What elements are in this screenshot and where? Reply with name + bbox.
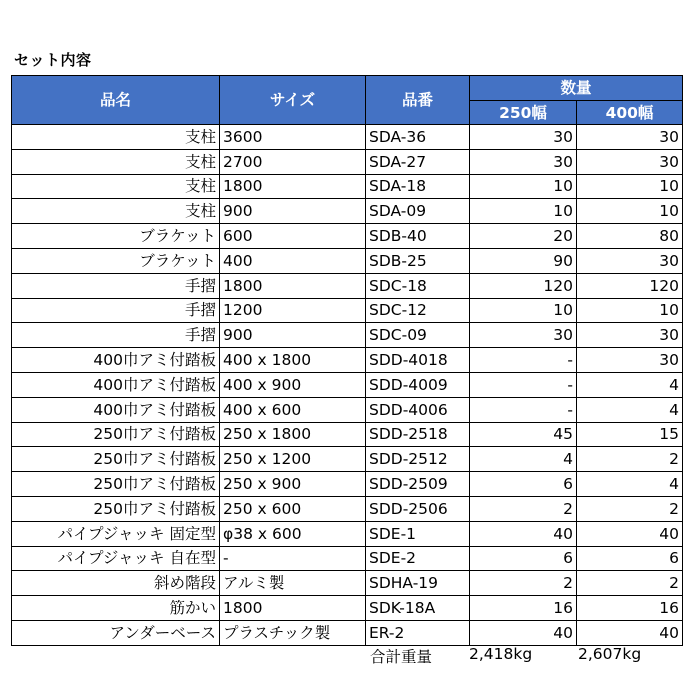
- item-size: 400 x 900: [220, 372, 366, 397]
- item-name: 支柱: [12, 125, 220, 150]
- item-size: 900: [220, 199, 366, 224]
- set-contents-table: [11, 75, 683, 646]
- item-qty-400: 30: [577, 323, 683, 348]
- table-row: [12, 620, 683, 645]
- item-code: SDA-18: [366, 174, 470, 199]
- item-qty-400: 15: [577, 422, 683, 447]
- item-qty-250: 6: [470, 472, 577, 497]
- item-name: 手摺: [12, 323, 220, 348]
- item-name: 支柱: [12, 199, 220, 224]
- item-qty-250: 2: [470, 496, 577, 521]
- item-size: 250 x 1800: [220, 422, 366, 447]
- item-qty-250: 40: [470, 620, 577, 645]
- item-name: 250巾アミ付踏板: [12, 422, 220, 447]
- item-qty-250: 30: [470, 149, 577, 174]
- item-qty-250: 4: [470, 447, 577, 472]
- item-code: SDD-2509: [366, 472, 470, 497]
- item-name: パイプジャッキ 固定型: [12, 521, 220, 546]
- item-size: プラスチック製: [220, 620, 366, 645]
- item-size: 1800: [220, 273, 366, 298]
- table-row: [12, 125, 683, 150]
- item-qty-250: -: [470, 397, 577, 422]
- item-name: 250巾アミ付踏板: [12, 472, 220, 497]
- table-row: [12, 571, 683, 596]
- item-name: 支柱: [12, 149, 220, 174]
- item-size: 900: [220, 323, 366, 348]
- item-size: 2700: [220, 149, 366, 174]
- item-code: SDA-27: [366, 149, 470, 174]
- item-name: ブラケット: [12, 224, 220, 249]
- item-qty-400: 30: [577, 125, 683, 150]
- item-code: SDD-2512: [366, 447, 470, 472]
- item-size: 400 x 1800: [220, 348, 366, 373]
- item-size: 400: [220, 248, 366, 273]
- table-row: [12, 596, 683, 621]
- item-qty-400: 10: [577, 199, 683, 224]
- item-qty-400: 40: [577, 620, 683, 645]
- header-name: 品名: [12, 76, 220, 125]
- item-code: SDD-4018: [366, 348, 470, 373]
- item-name: 250巾アミ付踏板: [12, 496, 220, 521]
- total-label: 合計重量: [370, 648, 433, 666]
- item-code: SDC-12: [366, 298, 470, 323]
- item-name: パイプジャッキ 自在型: [12, 546, 220, 571]
- item-size: 1200: [220, 298, 366, 323]
- table-row: [12, 174, 683, 199]
- table-row: [12, 224, 683, 249]
- item-qty-250: 10: [470, 199, 577, 224]
- item-code: SDD-4006: [366, 397, 470, 422]
- item-qty-250: 10: [470, 174, 577, 199]
- total-400: 2,607kg: [578, 645, 642, 663]
- item-qty-250: 30: [470, 125, 577, 150]
- item-code: SDC-09: [366, 323, 470, 348]
- header-row: [12, 76, 683, 101]
- section-title: セット内容: [14, 51, 92, 69]
- table-body: [12, 125, 683, 646]
- item-qty-400: 120: [577, 273, 683, 298]
- item-qty-400: 2: [577, 447, 683, 472]
- item-size: 400 x 600: [220, 397, 366, 422]
- table-row: [12, 348, 683, 373]
- item-size: 250 x 1200: [220, 447, 366, 472]
- item-code: SDE-1: [366, 521, 470, 546]
- item-size: -: [220, 546, 366, 571]
- item-name: 手摺: [12, 298, 220, 323]
- table-row: [12, 546, 683, 571]
- item-qty-400: 16: [577, 596, 683, 621]
- item-name: アンダーベース: [12, 620, 220, 645]
- item-size: 3600: [220, 125, 366, 150]
- item-qty-250: -: [470, 372, 577, 397]
- item-qty-400: 2: [577, 571, 683, 596]
- item-size: アルミ製: [220, 571, 366, 596]
- item-size: 1800: [220, 174, 366, 199]
- item-code: SDD-2506: [366, 496, 470, 521]
- table-row: [12, 149, 683, 174]
- item-qty-250: 10: [470, 298, 577, 323]
- item-code: SDD-2518: [366, 422, 470, 447]
- item-name: 400巾アミ付踏板: [12, 348, 220, 373]
- header-qty: 数量: [470, 76, 683, 101]
- item-name: 400巾アミ付踏板: [12, 372, 220, 397]
- item-qty-250: 45: [470, 422, 577, 447]
- table-row: [12, 397, 683, 422]
- item-qty-400: 2: [577, 496, 683, 521]
- item-qty-250: 20: [470, 224, 577, 249]
- item-qty-400: 10: [577, 298, 683, 323]
- item-qty-400: 6: [577, 546, 683, 571]
- item-qty-250: 2: [470, 571, 577, 596]
- item-size: φ38 x 600: [220, 521, 366, 546]
- item-qty-400: 4: [577, 397, 683, 422]
- item-name: 400巾アミ付踏板: [12, 397, 220, 422]
- item-code: SDK-18A: [366, 596, 470, 621]
- item-qty-250: 90: [470, 248, 577, 273]
- item-code: SDHA-19: [366, 571, 470, 596]
- item-code: SDE-2: [366, 546, 470, 571]
- table-row: [12, 447, 683, 472]
- table-row: [12, 496, 683, 521]
- item-code: SDA-36: [366, 125, 470, 150]
- item-code: SDD-4009: [366, 372, 470, 397]
- item-qty-250: 30: [470, 323, 577, 348]
- item-qty-250: 40: [470, 521, 577, 546]
- item-name: 筋かい: [12, 596, 220, 621]
- item-name: ブラケット: [12, 248, 220, 273]
- header-400: 400幅: [577, 101, 683, 125]
- table-row: [12, 248, 683, 273]
- item-name: 斜め階段: [12, 571, 220, 596]
- table-row: [12, 372, 683, 397]
- item-size: 250 x 900: [220, 472, 366, 497]
- item-name: 手摺: [12, 273, 220, 298]
- header-250: 250幅: [470, 101, 577, 125]
- item-qty-400: 10: [577, 174, 683, 199]
- item-qty-400: 30: [577, 149, 683, 174]
- item-size: 600: [220, 224, 366, 249]
- table-row: [12, 273, 683, 298]
- table-row: [12, 298, 683, 323]
- item-name: 支柱: [12, 174, 220, 199]
- item-name: 250巾アミ付踏板: [12, 447, 220, 472]
- total-250: 2,418kg: [469, 645, 533, 663]
- item-code: SDB-25: [366, 248, 470, 273]
- header-size: サイズ: [220, 76, 366, 125]
- item-qty-400: 40: [577, 521, 683, 546]
- item-code: SDB-40: [366, 224, 470, 249]
- item-qty-250: 120: [470, 273, 577, 298]
- item-code: SDA-09: [366, 199, 470, 224]
- item-qty-250: 16: [470, 596, 577, 621]
- table-row: [12, 199, 683, 224]
- item-qty-250: -: [470, 348, 577, 373]
- item-size: 1800: [220, 596, 366, 621]
- table-row: [12, 521, 683, 546]
- item-qty-400: 4: [577, 372, 683, 397]
- table-row: [12, 422, 683, 447]
- table-row: [12, 323, 683, 348]
- item-code: ER-2: [366, 620, 470, 645]
- item-qty-400: 30: [577, 248, 683, 273]
- item-qty-250: 6: [470, 546, 577, 571]
- item-size: 250 x 600: [220, 496, 366, 521]
- item-qty-400: 30: [577, 348, 683, 373]
- item-qty-400: 4: [577, 472, 683, 497]
- item-qty-400: 80: [577, 224, 683, 249]
- item-code: SDC-18: [366, 273, 470, 298]
- header-code: 品番: [366, 76, 470, 125]
- table-row: [12, 472, 683, 497]
